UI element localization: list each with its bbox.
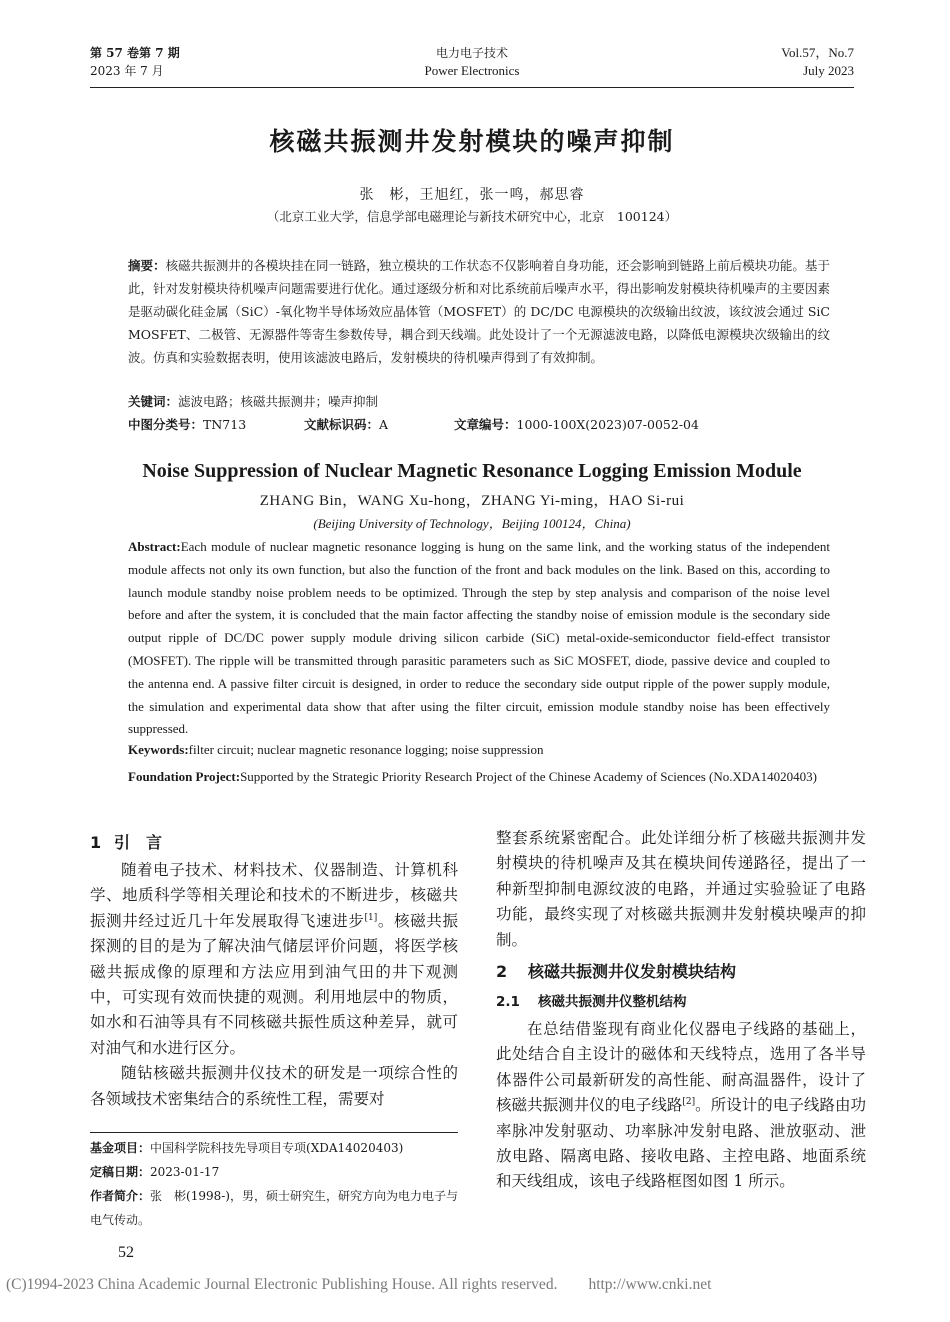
- header-date-cn: 2023 年 7 月: [90, 64, 164, 78]
- header-volume-cn: 第 57 卷第 7 期: [90, 46, 180, 60]
- page-number: 52: [118, 1244, 134, 1261]
- section-1-title: 引 言: [114, 833, 163, 852]
- header-volume-en: Vol.57，No.7: [781, 45, 854, 60]
- subsection-2-1-title: 核磁共振测井仪整机结构: [538, 994, 687, 1011]
- section-2-title: 核磁共振测井仪发射模块结构: [528, 962, 737, 982]
- subsection-2-1-number: 2.1: [496, 994, 520, 1011]
- header-right: [781, 44, 854, 80]
- article-label: 文章编号：: [454, 417, 517, 432]
- footnote-fund-label: 基金项目：: [90, 1141, 151, 1155]
- keywords-cn-text: 滤波电路；核磁共振测井；噪声抑制: [178, 394, 379, 409]
- authors-en: ZHANG Bin，WANG Xu-hong，ZHANG Yi-ming，HAO Si-rui: [259, 493, 685, 509]
- section-1-p1-text-a: 随着电子技术、材料技术、仪器制造、计算机科学、地质科学等相关理论和技术的不断进步，核磁共振测井经过近几十年发展取得飞速进步: [90, 861, 458, 930]
- abstract-cn-label: 摘要：: [128, 258, 166, 273]
- section-1-paragraph-2: 随钻核磁共振测井仪技术的研发是一项综合性的各领域技术密集结合的系统性工程，需要对: [90, 1064, 458, 1108]
- authors-cn: 张 彬，王旭红，张一鸣，郝思睿: [359, 187, 585, 203]
- abstract-en-label: Abstract:: [128, 539, 181, 554]
- keywords-en-label: Keywords:: [128, 742, 189, 757]
- section-1-heading: [90, 828, 458, 858]
- section-2-number: 2: [496, 962, 508, 982]
- footnote-bio-label: 作者简介：: [90, 1189, 151, 1203]
- keywords-en: [128, 742, 830, 758]
- doc-value: A: [379, 417, 389, 432]
- affiliation-en: (Beijing University of Technology，Beijing 100124，China): [313, 516, 631, 531]
- keywords-en-text: filter circuit; nuclear magnetic resonance logging; noise suppression: [188, 742, 544, 757]
- footnote-date: [90, 1160, 458, 1184]
- copyright-watermark: (C)1994-2023 China Academic Journal Electronic Publishing House. All rights reserved. http://www.cnki.net: [6, 1276, 712, 1293]
- header-center: [90, 44, 854, 80]
- section-2-heading: [496, 957, 866, 987]
- paper-title-cn: 核磁共振测井发射模块的噪声抑制: [269, 127, 675, 156]
- affiliation-cn: （北京工业大学，信息学部电磁理论与新技术研究中心，北京 100124）: [266, 209, 678, 224]
- section-1-paragraph-1: [90, 858, 458, 1061]
- header-journal-en: Power Electronics: [424, 63, 520, 78]
- foundation-en-text: Supported by the Strategic Priority Research Project of the Chinese Academy of Sciences (No.XDA14020403): [240, 769, 817, 784]
- footnote-date-text: 2023-01-17: [150, 1165, 220, 1179]
- abstract-en-text: Each module of nuclear magnetic resonance logging is hung on the same link, and the working status of the independent module affects not only its own function, but also the function of the front and back modules on the link. Based on this, according to launch module standby noise problem needs to be optimized. Through the step by step analysis and comparison of the noise level before and after the system, it is concluded that the main factor affecting the standby noise of emission module is the secondary side output ripple of DC/DC power supply module driving silicon carbide (SiC) metal-oxide-semiconductor field-effect transistor (MOSFET). The ripple will be transmitted through parasitic parameters such as SiC MOSFET, diode, passive device and coupled to the antenna end. A passive filter circuit is designed, in order to reduce the secondary side output ripple of the power supply module, the simulation and experimental data show that after using the filter circuit, emission module standby noise has been effectively suppressed.: [128, 539, 830, 737]
- footnote-bio-text: 张 彬(1998-)，男，硕士研究生，研究方向为电力电子与电气传动。: [90, 1189, 458, 1227]
- citation-ref-2: [2]: [682, 1097, 696, 1108]
- body-column-left: [90, 828, 458, 1112]
- body-column-right: [496, 826, 866, 1195]
- paper-title-en: Noise Suppression of Nuclear Magnetic Resonance Logging Emission Module: [142, 460, 802, 482]
- header-journal-cn: 电力电子技术: [435, 46, 508, 60]
- document-code: [304, 415, 388, 433]
- keywords-cn-label: 关键词：: [128, 394, 179, 409]
- foundation-project-en: [128, 765, 830, 788]
- section-2-paragraph-1: [496, 1017, 866, 1195]
- footnote-fund-text: 中国科学院科技先导项目专项(XDA14020403): [150, 1141, 404, 1155]
- abstract-cn-text: 核磁共振测井的各模块挂在同一链路，独立模块的工作状态不仅影响着自身功能，还会影响到链路上前后模块功能。基于此，针对发射模块待机噪声问题需要进行优化。通过逐级分析和对比系统前后噪声水平，得出影响发射模块待机噪声的主要因素是驱动碳化硅金属（SiC）-氧化物半导体场效应晶体管（MOSFET）的 DC/DC 电源模块的次级输出纹波，该纹波会通过 SiC MOSFET、二极管、无源器件等寄生参数传导，耦合到天线端。此处设计了一个无源滤波电路，以降低电源模块次级输出的纹波。仿真和实验数据表明，使用该滤波电路后，发射模块的待机噪声得到了有效抑制。: [128, 258, 830, 365]
- footnote-author-bio: [90, 1184, 458, 1232]
- foundation-en-label: Foundation Project:: [128, 769, 241, 784]
- abstract-en: [128, 536, 830, 741]
- section-1-paragraph-2-continued: 整套系统紧密配合。此处详细分析了核磁共振测井发射模块的待机噪声及其在模块间传递路径，提出了一种新型抑制电源纹波的电路，并通过实验验证了电路功能，最终实现了对核磁共振测井发射模块噪声的抑制。: [496, 829, 866, 949]
- clc-value: TN713: [203, 417, 247, 432]
- footnote-rule: [90, 1132, 458, 1133]
- section-2-p1-text-a: 在总结借鉴现有商业化仪器电子线路的基础上，此处结合自主设计的磁体和天线特点，选用了各半导体器件公司最新研发的高性能、耐高温器件，设计了核磁共振测井仪的电子线路: [496, 1020, 866, 1115]
- article-number: [454, 415, 699, 433]
- keywords-cn: [128, 392, 378, 410]
- article-value: 1000-100X(2023)07-0052-04: [516, 417, 699, 432]
- subsection-2-1-heading: [496, 987, 866, 1017]
- section-1-number: 1: [90, 833, 102, 852]
- running-header: [90, 44, 854, 88]
- section-1-p1-text-b: 。核磁共振探测的目的是为了解决油气储层评价问题，将医学核磁共振成像的原理和方法应用到油气田的井下观测中，可实现有效而快捷的观测。利用地层中的物质，如水和石油等具有不同核磁共振性质这种差异，就可对油气和水进行区分。: [90, 911, 458, 1057]
- abstract-cn: [128, 254, 830, 369]
- footnote-date-label: 定稿日期：: [90, 1165, 151, 1179]
- header-date-en: July 2023: [803, 63, 854, 78]
- clc-number: [128, 415, 246, 433]
- classification-row: [128, 415, 830, 435]
- citation-ref-1: [1]: [364, 912, 378, 923]
- clc-label: 中图分类号：: [128, 417, 204, 432]
- doc-label: 文献标识码：: [304, 417, 380, 432]
- footnote-fund: [90, 1136, 458, 1160]
- section-2-p1-text-b: 。所设计的电子线路由功率脉冲发射驱动、功率脉冲发射电路、泄放驱动、泄放电路、隔离电路、接收电路、主控电路、地面系统和天线组成，该电子线路框图如图 1 所示。: [496, 1096, 866, 1191]
